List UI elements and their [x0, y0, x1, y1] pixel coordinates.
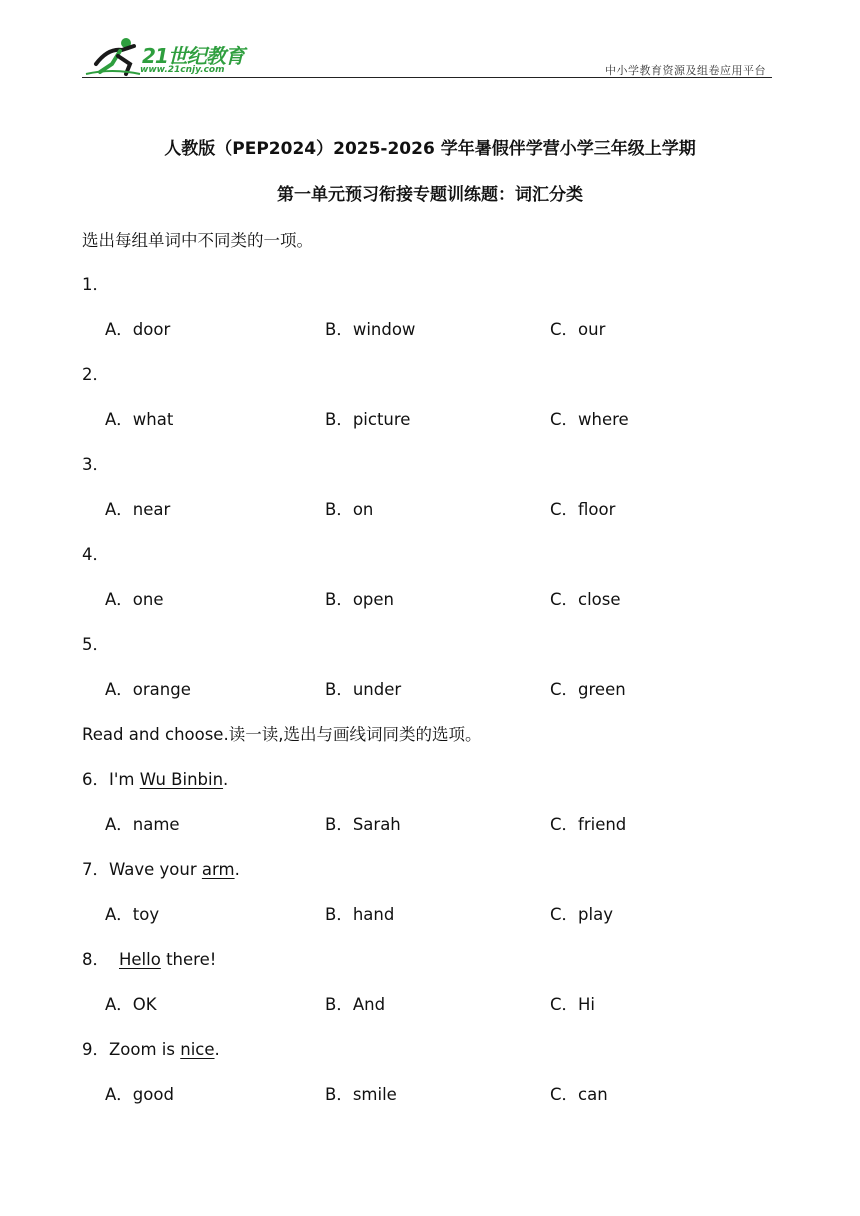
page-header — [82, 34, 772, 80]
option-b: B．window — [325, 320, 416, 339]
option-a: A．near — [105, 500, 171, 519]
question-number: 1． — [82, 275, 109, 294]
header-rule — [82, 77, 772, 78]
option-a: A．what — [105, 410, 174, 429]
question-number: 6． — [82, 770, 109, 789]
section1-instruction: 选出每组单词中不同类的一项。 — [82, 231, 313, 250]
underlined-word: arm — [201, 860, 235, 879]
logo-url: www.21cnjy.com — [140, 65, 225, 75]
option-c: C．green — [550, 680, 626, 699]
option-c: C．close — [550, 590, 621, 609]
option-a: A．orange — [105, 680, 191, 699]
option-c: C．friend — [550, 815, 627, 834]
stem-text: Wave your — [109, 860, 202, 879]
question-stem — [82, 766, 228, 790]
option-a: A．one — [105, 590, 164, 609]
option-b: B．under — [325, 680, 402, 699]
option-b: B．picture — [325, 410, 411, 429]
section2-instruction: Read and choose.读一读,选出与画线词同类的选项。 — [82, 725, 482, 744]
logo-wordmark: 21世纪教育 — [142, 44, 244, 68]
option-c: C．Hi — [550, 995, 596, 1014]
option-a: A．OK — [105, 995, 157, 1014]
question-stem — [82, 1036, 220, 1060]
question-number: 2． — [82, 365, 109, 384]
stem-text: I'm — [109, 770, 140, 789]
question-number: 7． — [82, 860, 109, 879]
question-number: 4． — [82, 545, 109, 564]
option-a: A．toy — [105, 905, 160, 924]
question-number: 5． — [82, 635, 109, 654]
document-subtitle: 第一单元预习衔接专题训练题：词汇分类 — [277, 185, 583, 205]
option-a: A．name — [105, 815, 180, 834]
option-b: B．open — [325, 590, 394, 609]
stem-text: Zoom is — [109, 1040, 181, 1059]
option-c: C．can — [550, 1085, 608, 1104]
site-name: 中小学教育资源及组卷应用平台 — [605, 64, 766, 77]
option-c: C．floor — [550, 500, 616, 519]
underlined-word: Hello — [119, 950, 161, 969]
underlined-word: nice — [180, 1040, 215, 1059]
option-b: B．hand — [325, 905, 395, 924]
option-c: C．play — [550, 905, 613, 924]
question-stem — [82, 946, 216, 970]
stem-text: there! — [160, 950, 217, 969]
document-title: 人教版（PEP2024）2025-2026 学年暑假伴学营小学三年级上学期 — [164, 139, 696, 159]
option-c: C．our — [550, 320, 606, 339]
underlined-word: Wu Binbin — [139, 770, 224, 789]
question-number: 9． — [82, 1040, 109, 1059]
question-number: 3． — [82, 455, 109, 474]
stem-text: . — [214, 1040, 220, 1059]
stem-text: . — [234, 860, 240, 879]
option-b: B．on — [325, 500, 374, 519]
option-b: B．smile — [325, 1085, 397, 1104]
option-a: A．good — [105, 1085, 174, 1104]
option-a: A．door — [105, 320, 171, 339]
option-c: C．where — [550, 410, 629, 429]
stem-text: . — [223, 770, 229, 789]
question-number: 8． — [82, 950, 109, 969]
site-logo — [82, 34, 262, 78]
option-b: B．Sarah — [325, 815, 401, 834]
question-stem — [82, 856, 240, 880]
option-b: B．And — [325, 995, 386, 1014]
